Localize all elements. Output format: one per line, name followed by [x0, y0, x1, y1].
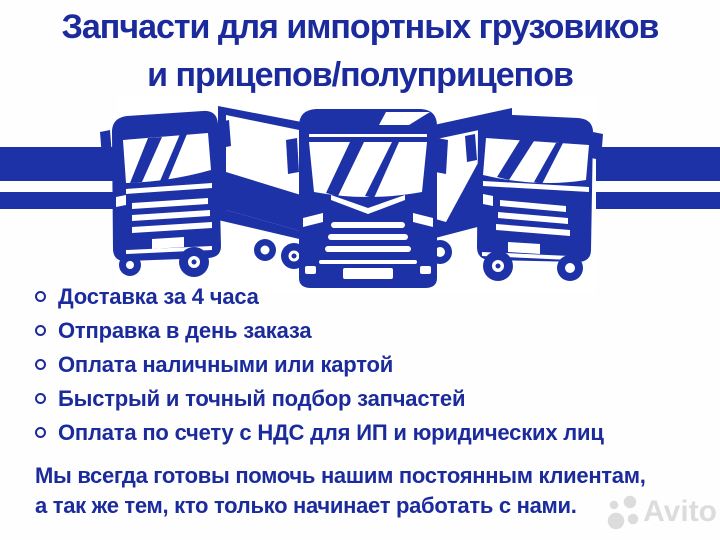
feature-list: [35, 285, 604, 455]
bullet-circle-icon: [35, 291, 46, 302]
avito-logo-icon: [605, 492, 643, 532]
list-item: [35, 285, 604, 309]
page-title: [0, 3, 720, 99]
truck-middle-icon: [286, 109, 448, 288]
list-item: [35, 353, 604, 377]
footer-line-2: а так же тем, кто только начинает работать с нами.: [35, 493, 577, 518]
feature-text: Отправка в день заказа: [58, 318, 312, 343]
avito-watermark: [605, 492, 717, 532]
list-item: [35, 421, 604, 445]
bullet-circle-icon: [35, 359, 46, 370]
trucks-illustration-icon: [88, 96, 628, 294]
bullet-circle-icon: [35, 427, 46, 438]
avito-wordmark: Avito: [643, 495, 717, 528]
title-line-2: и прицепов/полуприцепов: [147, 56, 573, 94]
feature-text: Доставка за 4 часа: [58, 284, 259, 309]
feature-text: Быстрый и точный подбор запчастей: [58, 386, 466, 411]
list-item: [35, 387, 604, 411]
list-item: [35, 319, 604, 343]
bullet-circle-icon: [35, 325, 46, 336]
bullet-circle-icon: [35, 393, 46, 404]
feature-text: Оплата по счету с НДС для ИП и юридических лиц: [58, 420, 604, 445]
footer-line-1: Мы всегда готовы помочь нашим постоянным клиентам,: [35, 463, 646, 488]
title-line-1: Запчасти для импортных грузовиков: [61, 8, 659, 46]
feature-text: Оплата наличными или картой: [58, 352, 394, 377]
